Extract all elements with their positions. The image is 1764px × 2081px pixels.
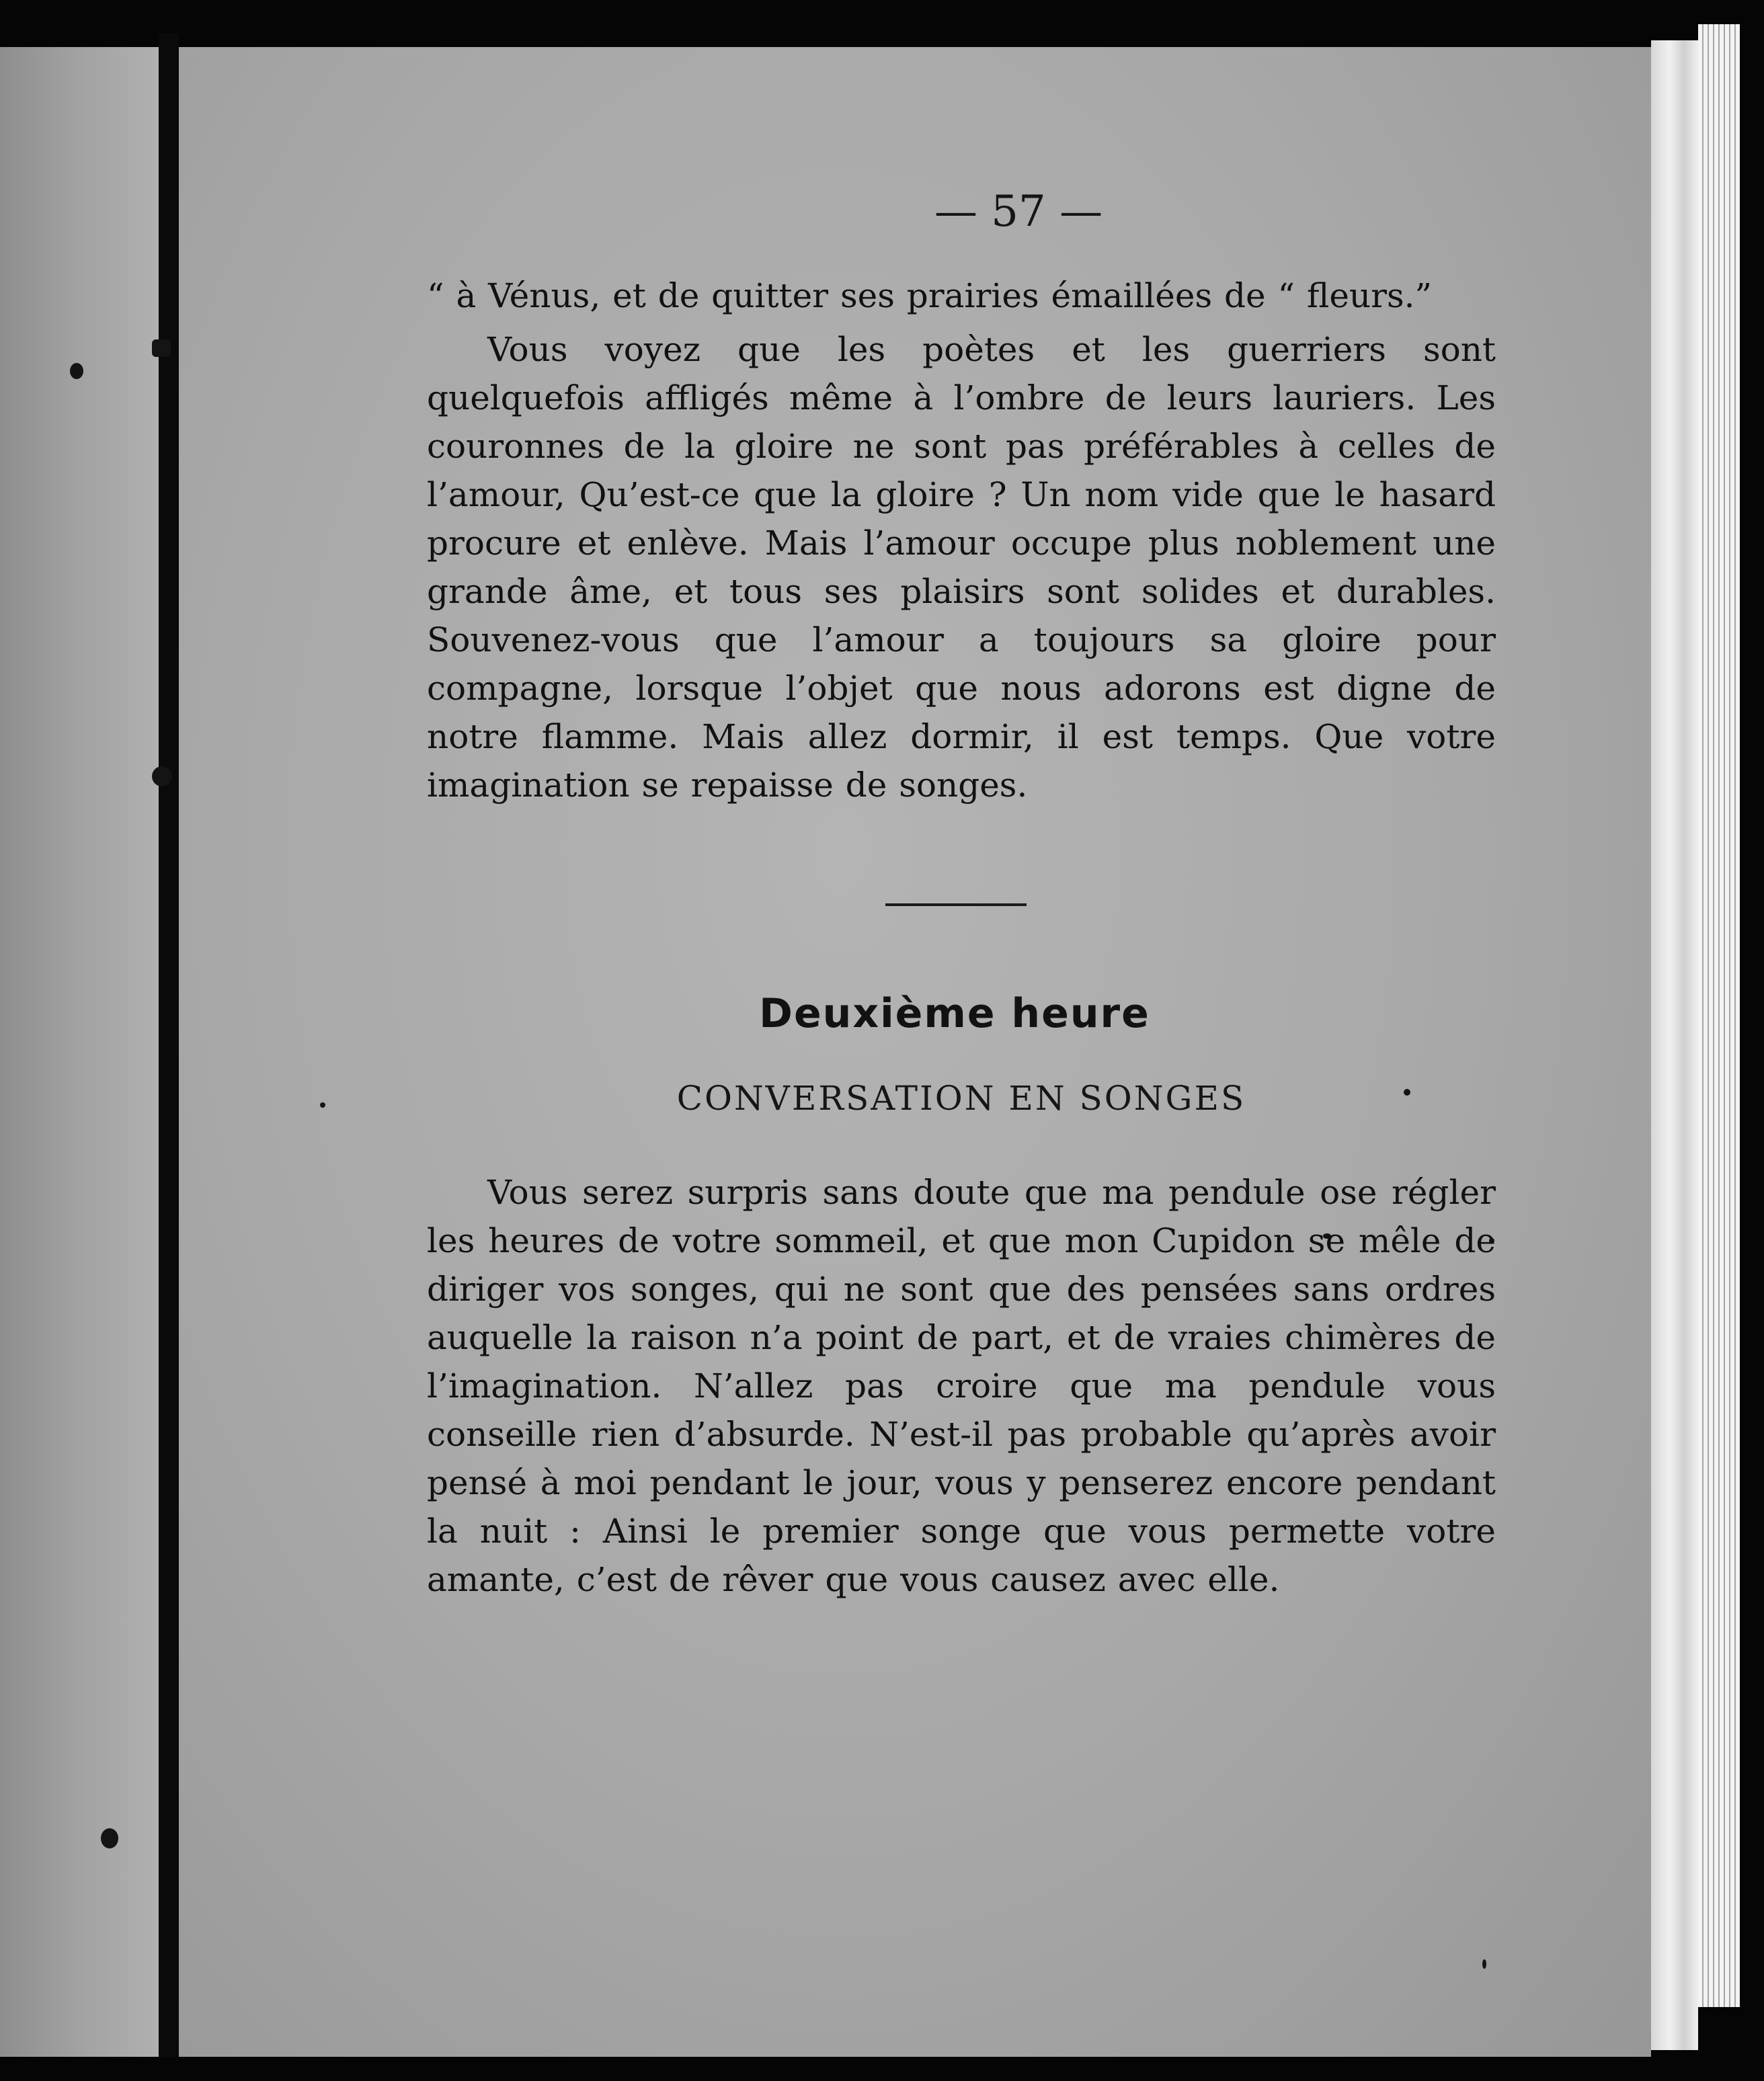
section-heading: Deuxième heure (759, 990, 1150, 1037)
book-binding (159, 34, 179, 2057)
page-speck (1482, 1959, 1486, 1969)
page-number: — 57 — (934, 187, 1103, 237)
previous-page-edge (0, 47, 159, 2057)
page-text (427, 181, 1496, 1604)
page-speck (320, 1102, 325, 1108)
binding-notch (152, 766, 172, 786)
page-edge-strip (1651, 40, 1698, 2050)
paragraph-body: Vous voyez que les poètes et les guerriers sont quelquefois affligés même à l’ombre de leurs lauriers. Les couronnes de la gloire ne sont pas préférables à celles de l’amour, Qu’est-ce que la gloire ? Un nom vide que le hasard procure et enlève. Mais l’amour occupe plus noblement une grande âme, et tous ses plaisirs sont solides et durables. Souvenez-vous que l’amour a toujours sa gloire pour compagne, lorsque l’objet que nous adorons est digne de notre flamme. Mais allez dormir, il est temps. Que votre imagination se repaisse de songes. (427, 330, 1496, 805)
binding-hole (101, 1828, 118, 1848)
binding-hole (70, 363, 83, 379)
paragraph-continuation: “ à Vénus, et de quitter ses prairies émaillées de “ fleurs.” (427, 276, 1433, 315)
section-subheading: CONVERSATION EN SONGES (676, 1079, 1246, 1118)
page-stack-edges (1698, 24, 1740, 2007)
section-divider (885, 903, 1027, 906)
binding-notch (152, 339, 171, 357)
paragraph-body: Vous serez surpris sans doute que ma pendule ose régler les heures de votre sommeil, et que mon Cupidon se mêle de diriger vos songes, qui ne sont que des pensées sans ordres auquelle la raison n’a point de part, et de vraies chimères de l’imagination. N’allez pas croire que ma pendule vous conseille rien d’absurde. N’est-il pas probable qu’après avoir pensé à moi pendant le jour, vous y penserez encore pendant la nuit : Ainsi le premier songe que vous permette votre amante, c’est de rêver que vous causez avec elle. (427, 1173, 1496, 1599)
